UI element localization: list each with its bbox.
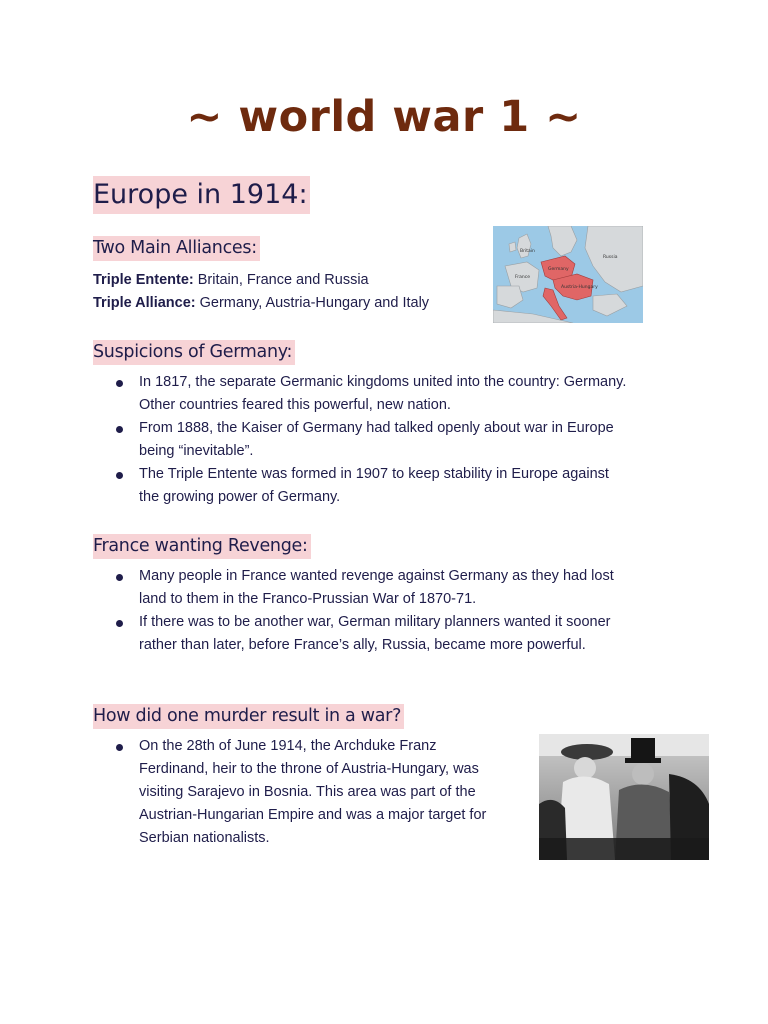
alliance-line bbox=[93, 292, 429, 315]
france-list bbox=[93, 565, 614, 657]
suspicions-list bbox=[93, 371, 626, 509]
entente-label: Triple Entente: bbox=[93, 272, 194, 288]
murder-list bbox=[93, 735, 486, 850]
map-label-russia: Russia bbox=[603, 255, 618, 260]
alliance-label: Triple Alliance: bbox=[93, 295, 196, 311]
heading-france-revenge: France wanting Revenge: bbox=[93, 534, 311, 559]
list-item: On the 28th of June 1914, the Archduke Franz Ferdinand, heir to the throne of Austria-Hungary, was visiting Sarajevo in Bosnia. This area was part of the Austrian-Hungarian Empire and was a major target for Serbian nationalists. bbox=[93, 735, 486, 850]
map-label-germany: Germany bbox=[548, 267, 569, 272]
map-label-austria-hungary: Austria-Hungary bbox=[561, 285, 598, 290]
list-item: The Triple Entente was formed in 1907 to keep stability in Europe against the growing power of Germany. bbox=[93, 463, 626, 509]
list-item: From 1888, the Kaiser of Germany had talked openly about war in Europe being “inevitable”. bbox=[93, 417, 626, 463]
page-title: ~ world war 1 ~ bbox=[186, 92, 582, 142]
bullet-icon bbox=[116, 574, 123, 581]
heading-alliances: Two Main Alliances: bbox=[93, 236, 260, 261]
heading-murder: How did one murder result in a war? bbox=[93, 704, 404, 729]
bullet-icon bbox=[116, 426, 123, 433]
alliance-text: Germany, Austria-Hungary and Italy bbox=[195, 295, 430, 311]
entente-line bbox=[93, 269, 369, 292]
section-heading-europe: Europe in 1914: bbox=[93, 176, 310, 214]
list-item: In 1817, the separate Germanic kingdoms united into the country: Germany. Other countries feared this powerful, new nation. bbox=[93, 371, 626, 417]
bullet-icon bbox=[116, 620, 123, 627]
entente-text: Britain, France and Russia bbox=[193, 272, 369, 288]
bullet-icon bbox=[116, 744, 123, 751]
map-label-britain: Britain bbox=[520, 249, 535, 254]
list-item: Many people in France wanted revenge against Germany as they had lost land to them in the Franco-Prussian War of 1870-71. bbox=[93, 565, 614, 611]
archduke-photo-image bbox=[539, 734, 709, 860]
heading-suspicions: Suspicions of Germany: bbox=[93, 340, 295, 365]
list-item: If there was to be another war, German military planners wanted it sooner rather than later, before France’s ally, Russia, became more powerful. bbox=[93, 611, 614, 657]
bullet-icon bbox=[116, 380, 123, 387]
map-label-france: France bbox=[515, 275, 530, 280]
europe-map-image bbox=[493, 226, 643, 323]
bullet-icon bbox=[116, 472, 123, 479]
